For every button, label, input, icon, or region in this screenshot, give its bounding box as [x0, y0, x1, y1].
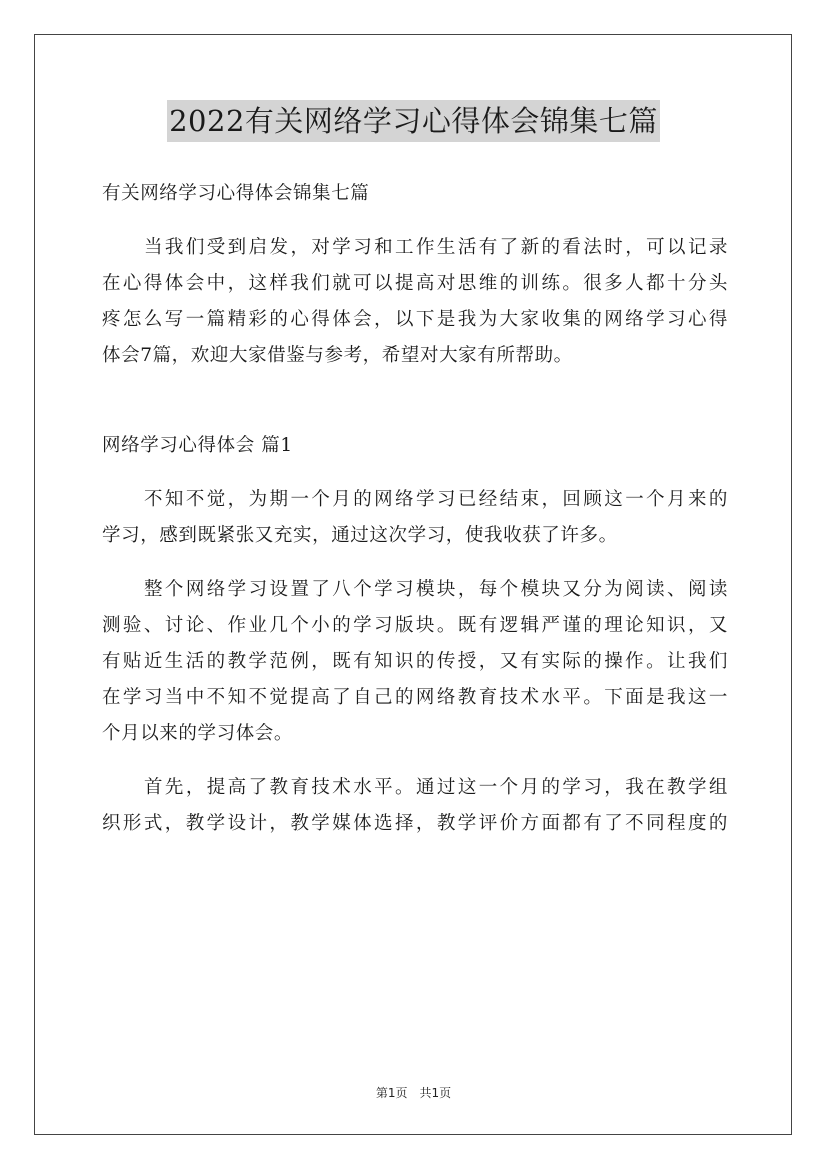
- body-line: 测验、讨论、作业几个小的学习版块。既有逻辑严谨的理论知识，又: [102, 615, 728, 636]
- page-total: 共1页: [419, 1086, 452, 1100]
- intro-line: 当我们受到启发，对学习和工作生活有了新的看法时，可以记录: [144, 237, 728, 258]
- section-heading: 网络学习心得体会 篇1: [102, 435, 293, 456]
- body-paragraph: [102, 482, 728, 554]
- body-line: 织形式，教学设计，教学媒体选择，教学评价方面都有了不同程度的: [102, 813, 728, 834]
- body-line: 不知不觉，为期一个月的网络学习已经结束，回顾这一个月来的: [144, 489, 728, 510]
- body-line: 学习，感到既紧张又充实，通过这次学习，使我收获了许多。: [102, 525, 618, 546]
- body-line: 有贴近生活的教学范例，既有知识的传授，又有实际的操作。让我们: [102, 651, 728, 672]
- body-line: 首先，提高了教育技术水平。通过这一个月的学习，我在教学组: [144, 777, 728, 798]
- body-line: 个月以来的学习体会。: [102, 723, 294, 744]
- intro-line: 体会7篇，欢迎大家借鉴与参考，希望对大家有所帮助。: [102, 345, 573, 366]
- body-paragraph: [102, 770, 728, 842]
- page-footer: [0, 1084, 827, 1101]
- body-line: 在学习当中不知不觉提高了自己的网络教育技术水平。下面是我这一: [102, 687, 728, 708]
- document-subtitle: 有关网络学习心得体会锦集七篇: [102, 183, 370, 204]
- page-number: 第1页: [375, 1086, 408, 1100]
- body-line: 整个网络学习设置了八个学习模块，每个模块又分为阅读、阅读: [144, 579, 728, 600]
- intro-line: 疼怎么写一篇精彩的心得体会，以下是我为大家收集的网络学习心得: [102, 309, 728, 330]
- intro-line: 在心得体会中，这样我们就可以提高对思维的训练。很多人都十分头: [102, 273, 728, 294]
- body-paragraph: [102, 572, 728, 752]
- document-title: 2022有关网络学习心得体会锦集七篇: [167, 100, 660, 142]
- title-container: [0, 100, 827, 142]
- document-body: [102, 176, 728, 860]
- intro-paragraph: [102, 230, 728, 374]
